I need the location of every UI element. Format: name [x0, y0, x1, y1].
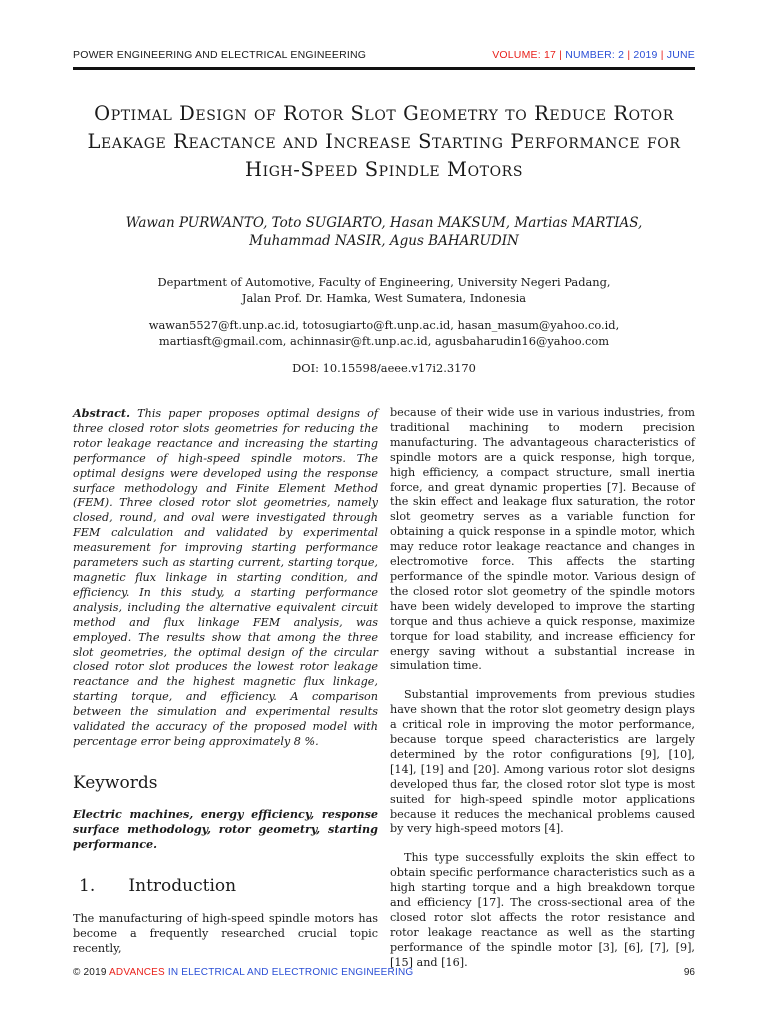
- email-line: martiasft@gmail.com, achinnasir@ft.unp.ac.id, agusbaharudin16@yahoo.com: [158, 334, 610, 348]
- issue-separator: |: [660, 49, 664, 61]
- abstract: [73, 406, 378, 750]
- author-emails: [100, 317, 668, 349]
- page-footer: [73, 967, 695, 983]
- right-column: [390, 406, 695, 985]
- journal-name-part: ADVANCES: [109, 967, 165, 978]
- author-list: [80, 214, 688, 250]
- body-paragraph: because of their wide use in various industries, from traditional machining to modern precision manufacturing. The advantageous characteristics of spindle motors are a quick response, high torque, high efficiency, a compact structure, small inertia force, and great dynamic properties [7]. Because of the skin effect and leakage flux saturation, the rotor slot geometry serves as a variable function for obtaining a quick response in a spindle motor, which may reduce rotor leakage reactance and changes in electromotive force. This affects the starting performance of the spindle motor. Various design of the closed rotor slot geometry of the spindle motors have been widely developed to improve the starting torque and thus achieve a quick response, maximize torque for load stability, and increase efficiency for energy saving without a substantial increase in simulation time.: [390, 406, 695, 673]
- journal-section-name: POWER ENGINEERING AND ELECTRICAL ENGINEERING: [73, 49, 367, 61]
- keywords-text: Electric machines, energy efficiency, response surface methodology, rotor geometry, starting performance.: [73, 806, 378, 851]
- section-title: Introduction: [128, 876, 237, 897]
- affiliation-line: Department of Automotive, Faculty of Engineering, University Negeri Padang,: [157, 275, 611, 289]
- section-number: 1.: [79, 876, 96, 897]
- footer-journal: [73, 967, 413, 978]
- number-label: NUMBER: 2: [565, 49, 625, 61]
- header-rule: [73, 67, 695, 70]
- intro-paragraph: The manufacturing of high-speed spindle motors has become a frequently researched crucial topic recently,: [73, 912, 378, 956]
- email-line: wawan5527@ft.unp.ac.id, totosugiarto@ft.unp.ac.id, hasan_masum@yahoo.co.id,: [148, 318, 620, 332]
- journal-name-part: IN ELECTRICAL AND ELECTRONIC ENGINEERING: [167, 967, 414, 978]
- issue-separator: |: [559, 49, 563, 61]
- keywords-heading: Keywords: [73, 772, 158, 793]
- page-number: 96: [683, 967, 695, 978]
- body-paragraph: This type successfully exploits the skin effect to obtain specific performance characteristics such as a high starting torque and a high breakdown torque and efficiency [17]. The cross-sectional area of the closed rotor slot affects the rotor resistance and rotor leakage reactance as well as the starting performance of the spindle motor [3], [6], [7], [9], [15] and [16].: [390, 851, 695, 969]
- affiliation-line: Jalan Prof. Dr. Hamka, West Sumatera, Indonesia: [241, 291, 527, 305]
- running-header: [73, 47, 695, 63]
- left-column: [73, 406, 378, 971]
- volume-label: VOLUME: 17: [492, 49, 557, 61]
- body-paragraph: Substantial improvements from previous studies have shown that the rotor slot geometry design plays a critical role in improving the motor performance, because torque speed characteristics are largely determined by the rotor configurations [9], [10], [14], [19] and [20]. Among various rotor slot designs developed thus far, the closed rotor slot type is most suited for high-speed spindle motor applications because it reduces the mechanical problems caused by very high-speed motors [4].: [390, 688, 695, 836]
- author-line: Muhammad NASIR, Agus BAHARUDIN: [249, 233, 519, 249]
- affiliation: [120, 274, 648, 306]
- abstract-label: Abstract.: [73, 406, 130, 420]
- section-heading-introduction: [79, 876, 378, 897]
- abstract-text: This paper proposes optimal designs of three closed rotor slots geometries for reducing the rotor leakage reactance and increasing the starting performance of high-speed spindle motors. The optimal designs were developed using the response surface methodology and Finite Element Method (FEM). Three closed rotor slot geometries, namely closed, round, and oval were investigated through FEM calculation and validated by experimental measurement for improving starting performance parameters such as starting current, starting torque, magnetic flux linkage in starting condition, and efficiency. In this study, a starting performance analysis, including the alternative equivalent circuit method and flux linkage FEM analysis, was employed. The results show that among the three slot geometries, the optimal design of the circular closed rotor slot produces the lowest rotor leakage reactance and the highest magnetic flux linkage, starting torque, and efficiency. A comparison between the simulation and experimental results validated the accuracy of the proposed model with percentage error being approximately 8 %.: [73, 407, 378, 748]
- issue-info: [492, 49, 695, 61]
- copyright: © 2019: [73, 967, 107, 978]
- doi: DOI: 10.15598/aeee.v17i2.3170: [292, 361, 476, 375]
- paper-title: Optimal Design of Rotor Slot Geometry to Reduce Rotor Leakage Reactance and Increase Starting Performance for High-Speed Spindle Motors: [87, 102, 681, 181]
- issue-separator: |: [627, 49, 631, 61]
- year-label: 2019: [633, 49, 658, 61]
- month-label: JUNE: [666, 49, 695, 61]
- author-line: Wawan PURWANTO, Toto SUGIARTO, Hasan MAKSUM, Martias MARTIAS,: [125, 215, 643, 231]
